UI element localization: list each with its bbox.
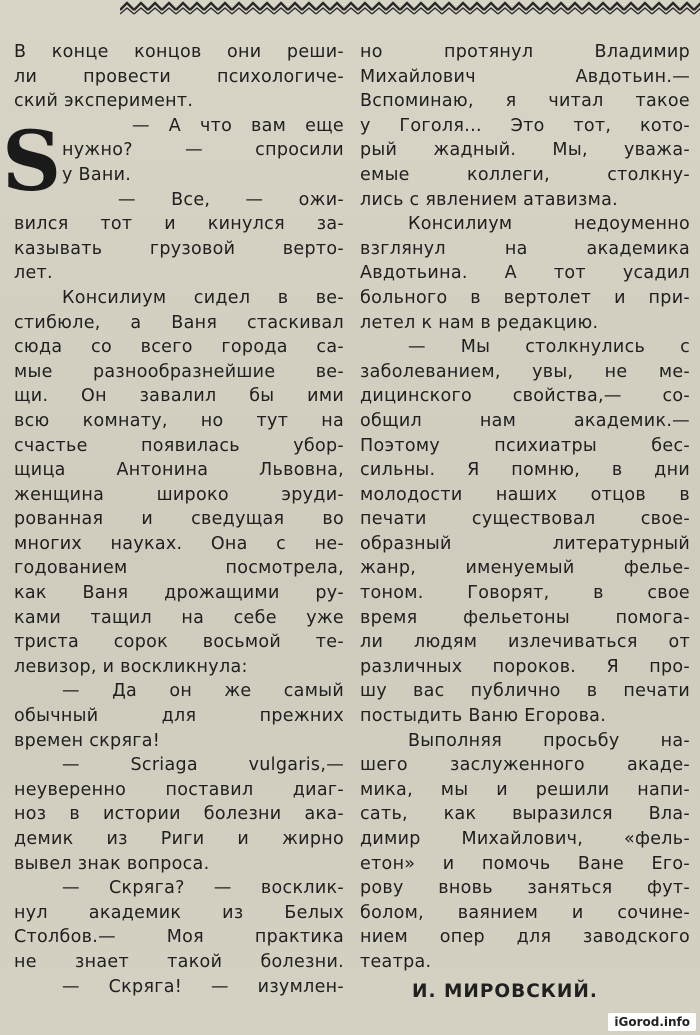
text-line: у Вани. xyxy=(62,164,132,185)
text-line: — А что вам еще xyxy=(132,115,344,136)
text-line: но протянул Владимир xyxy=(360,42,690,62)
text-line: молодости наших отцов в xyxy=(360,484,690,505)
text-line: время фельетоны помога- xyxy=(360,607,690,628)
text-line: Вспоминаю, я читал такое xyxy=(360,91,690,112)
text-line: ский эксперимент. xyxy=(14,91,194,112)
right-column xyxy=(360,40,690,1009)
text-line: — Мы столкнулись с xyxy=(408,337,690,358)
text-line: лет. xyxy=(14,263,53,284)
text-line: жанр, именуемый фелье- xyxy=(360,558,690,579)
text-line: дицинского свойства,— со- xyxy=(360,386,690,407)
site-watermark: iGorod.info xyxy=(608,1013,696,1031)
text-line: рый жадный. Мы, уважа- xyxy=(360,140,690,161)
text-line: — Scriaga vulgaris,— xyxy=(62,755,344,776)
text-line: постыдить Ваню Егорова. xyxy=(360,706,607,727)
text-line: казывать грузовой верто- xyxy=(14,238,344,259)
text-line: не знает такой болезни. xyxy=(14,951,344,972)
text-line: больного в вертолет и при- xyxy=(360,287,690,308)
text-line: тоном. Говорят, в свое xyxy=(360,583,690,604)
text-line: нужно? — спросили xyxy=(62,140,344,161)
text-line: левизор, и воскликнула: xyxy=(14,656,248,677)
text-line: вывел знак вопроса. xyxy=(14,853,210,874)
text-line: всю комнату, но тут на xyxy=(14,410,344,431)
text-line: многих науках. Она с не- xyxy=(14,533,344,554)
text-line: вился тот и кинулся за- xyxy=(14,214,344,235)
text-line: стибюле, а Ваня стаскивал xyxy=(14,312,344,333)
text-line: шего заслуженного акаде- xyxy=(360,755,690,776)
text-line: сильны. Я помню, в дни xyxy=(360,460,690,481)
text-line: годованием посмотрела, xyxy=(14,558,344,579)
text-line: — Скряга? — восклик- xyxy=(62,878,344,899)
text-line: ками тащил на себе уже xyxy=(14,607,344,628)
text-line: лись с явлением атавизма. xyxy=(360,189,619,210)
text-line: — Да он же самый xyxy=(62,681,344,702)
text-line: рованная и сведущая во xyxy=(14,509,344,530)
text-line: заболеванием, увы, не ме- xyxy=(360,361,690,382)
text-line: ли людям излечиваться от xyxy=(360,632,690,653)
text-line: — Все, — ожи- xyxy=(118,189,344,210)
text-line: счастье появилась убор- xyxy=(14,435,344,456)
ornamental-border xyxy=(120,0,700,16)
text-line: — Скряга! — изумлен- xyxy=(62,976,344,997)
text-line: летел к нам в редакцию. xyxy=(360,312,599,333)
text-line: взглянул на академика xyxy=(360,238,690,259)
text-line: Столбов.— Моя практика xyxy=(14,927,344,948)
text-line: как Ваня дрожащими ру- xyxy=(14,583,344,604)
text-line: нием опер для заводского xyxy=(360,927,690,948)
text-line: нул академик из Белых xyxy=(14,902,344,923)
text-line: ли провести психологиче- xyxy=(14,66,344,87)
text-line: печати существовал свое- xyxy=(360,509,690,530)
text-line: у Гоголя... Это тот, кото- xyxy=(360,115,690,136)
text-line: Михайлович Авдотьин.— xyxy=(360,66,690,87)
text-line: Выполняя просьбу на- xyxy=(408,730,690,751)
text-line: общил нам академик.— xyxy=(360,410,690,431)
text-line: етон» и помочь Ване Его- xyxy=(360,853,690,874)
left-column xyxy=(14,40,344,999)
text-line: шу вас публично в печати xyxy=(360,681,690,702)
text-line: сать, как выразился Вла- xyxy=(360,804,690,825)
text-line: щица Антонина Львовна, xyxy=(14,460,344,481)
text-line: Консилиум недоуменно xyxy=(408,214,690,235)
text-line: болом, ваянием и сочине- xyxy=(360,902,690,923)
text-line: образный литературный xyxy=(360,533,690,554)
text-line: щи. Он завалил бы ими xyxy=(14,386,344,407)
text-line: сюда со всего города са- xyxy=(14,337,344,358)
text-line: времен скряга! xyxy=(14,730,161,751)
text-line: Авдотьина. А тот усадил xyxy=(360,263,690,284)
author-signature: И. МИРОВСКИЙ. xyxy=(412,980,598,1002)
text-line: Консилиум сидел в ве- xyxy=(62,287,344,308)
text-line: обычный для прежних xyxy=(14,706,344,727)
text-line: мые разнообразнейшие ве- xyxy=(14,361,344,382)
text-line: ноз в истории болезни ака- xyxy=(14,804,344,825)
text-line: различных пороков. Я про- xyxy=(360,656,690,677)
text-line: неуверенно поставил диаг- xyxy=(14,779,344,800)
text-line: театра. xyxy=(360,951,432,972)
text-line: В конце концов они реши- xyxy=(14,42,344,62)
text-line: триста сорок восьмой те- xyxy=(14,632,344,653)
text-line: емые коллеги, столкну- xyxy=(360,164,690,185)
text-line: Поэтому психиатры бес- xyxy=(360,435,690,456)
text-line: димир Михайлович, «фель- xyxy=(360,829,690,849)
text-line: мика, мы и решили напи- xyxy=(360,779,690,800)
drop-cap-letter: S xyxy=(2,114,62,210)
text-line: женщина широко эруди- xyxy=(14,484,344,505)
text-line: демик из Риги и жирно xyxy=(14,829,344,849)
text-line: рову вновь заняться фут- xyxy=(360,878,690,899)
